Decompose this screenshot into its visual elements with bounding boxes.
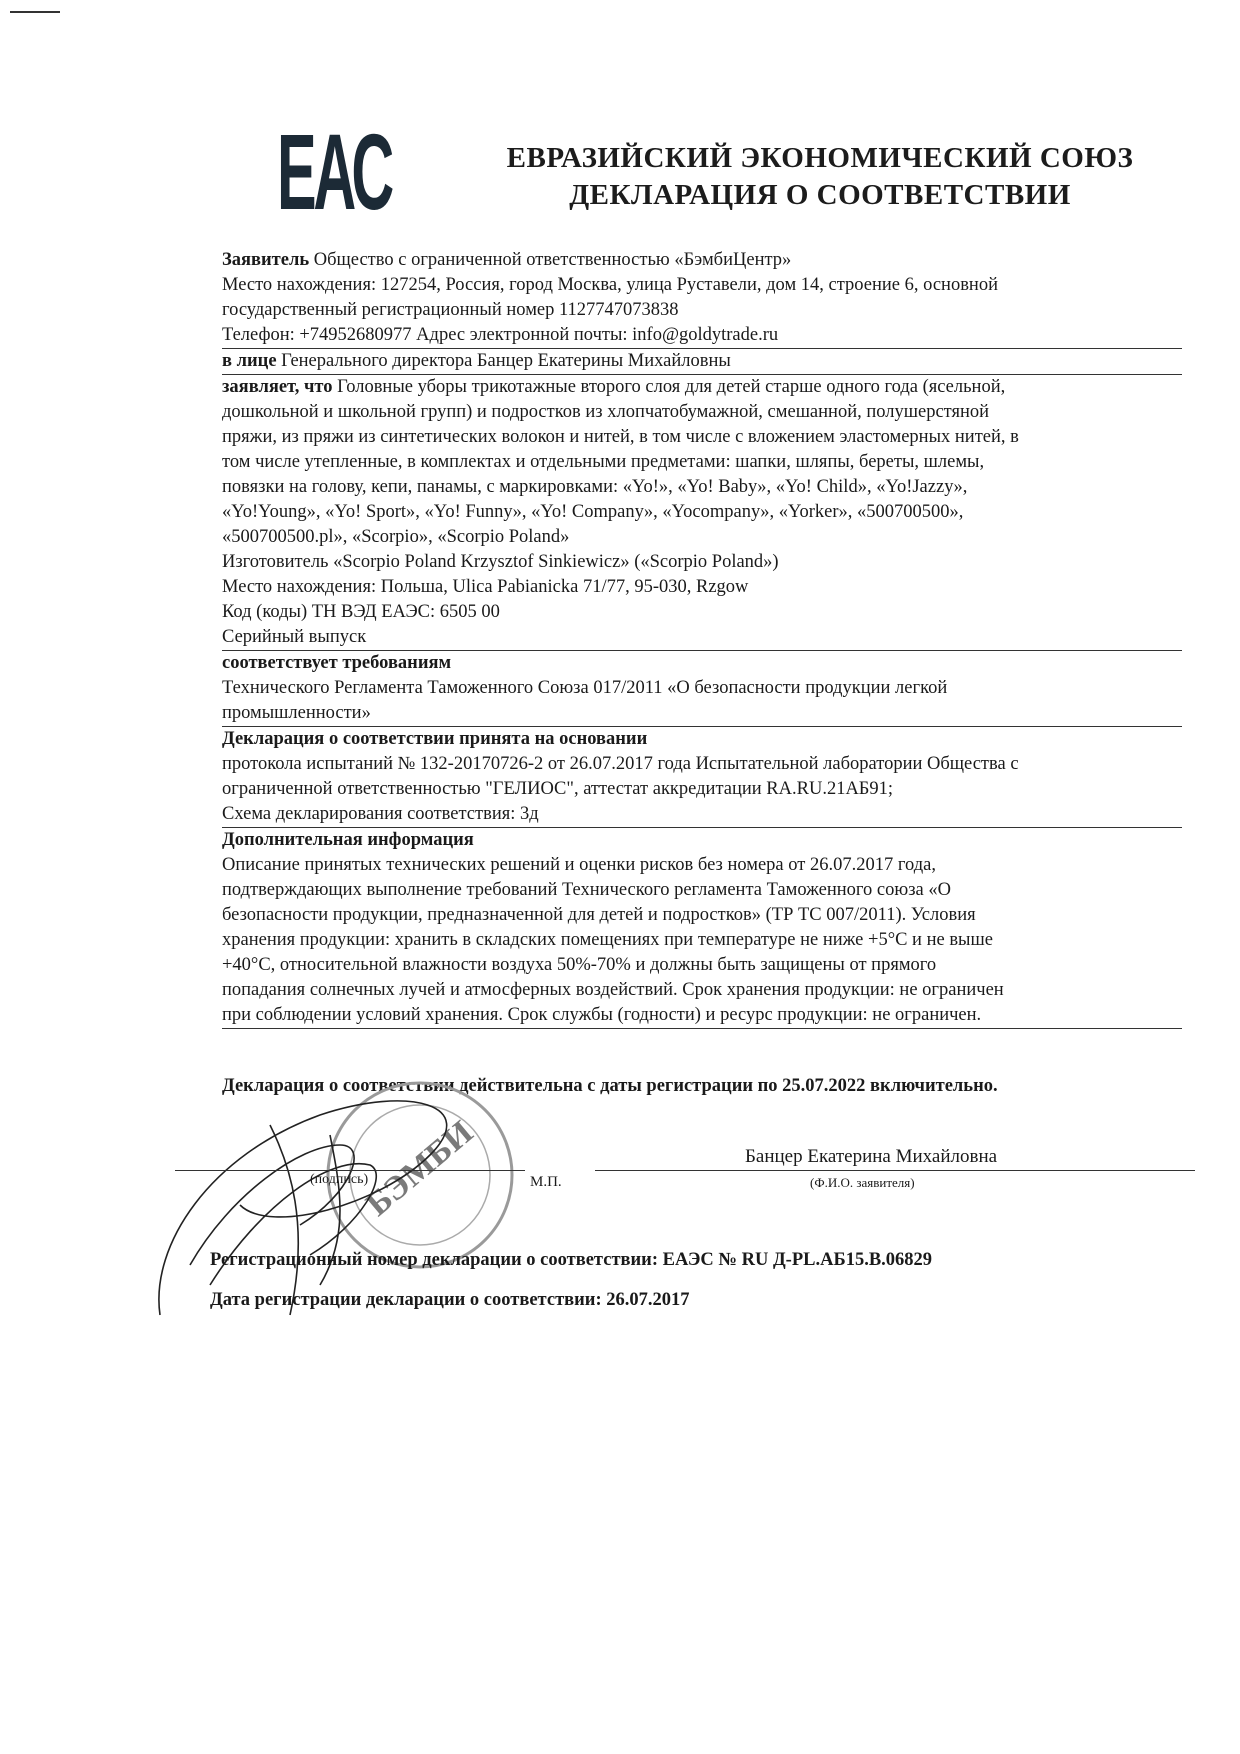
applicant-ogrn: государственный регистрационный номер 1127747073838 — [222, 300, 679, 320]
product-line: повязки на голову, кепи, панамы, с маркировками: «Yo!», «Yo! Baby», «Yo! Child», «Yo!Jazzy», — [222, 477, 968, 497]
requirements-text: промышленности» — [222, 701, 1182, 727]
applicant-line — [222, 248, 1212, 273]
representative-name: Генерального директора Банцер Екатерины Михайловны — [281, 351, 731, 371]
applicant-contacts: Телефон: +74952680977 Адрес электронной почты: info@goldytrade.ru — [222, 323, 1182, 349]
product-text: Головные уборы трикотажные второго слоя для детей старше одного года (ясельной, — [337, 377, 1006, 397]
title-line-1: ЕВРАЗИЙСКИЙ ЭКОНОМИЧЕСКИЙ СОЮЗ — [506, 142, 1134, 174]
production-type: Серийный выпуск — [222, 625, 1182, 651]
basis-heading: Декларация о соответствии принята на основании — [222, 729, 648, 749]
requirements-heading: соответствует требованиям — [222, 653, 452, 673]
name-line — [595, 1170, 1195, 1171]
hs-code: Код (коды) ТН ВЭД ЕАЭС: 6505 00 — [222, 602, 500, 622]
additional-text: подтверждающих выполнение требований Технического регламента Таможенного союза «О — [222, 880, 951, 900]
basis-text: ограниченной ответственностью "ГЕЛИОС", аттестат аккредитации RA.RU.21АБ91; — [222, 779, 894, 799]
product-line — [222, 375, 1212, 400]
applicant-address: Место нахождения: 127254, Россия, город Москва, улица Руставели, дом 14, строение 6, основной — [222, 275, 998, 295]
product-line: «500700500.pl», «Scorpio», «Scorpio Poland» — [222, 527, 570, 547]
applicant-name: Общество с ограниченной ответственностью «БэмбиЦентр» — [313, 250, 792, 270]
product-line: том числе утепленные, в комплектах и отдельными предметами: шапки, шляпы, береты, шлемы, — [222, 452, 985, 472]
product-line: «Yo!Young», «Yo! Sport», «Yo! Funny», «Yo! Company», «Yocompany», «Yorker», «500700500», — [222, 502, 964, 522]
declaration-body — [222, 248, 1212, 1029]
declares-label: заявляет, что — [222, 377, 333, 397]
basis-text: протокола испытаний № 132-20170726-2 от 26.07.2017 года Испытательной лаборатории Общества с — [222, 754, 1019, 774]
declaration-scheme: Схема декларирования соответствия: 3д — [222, 802, 1182, 828]
additional-text: попадания солнечных лучей и атмосферных воздействий. Срок хранения продукции: не ограничен — [222, 980, 1004, 1000]
signer-name: Банцер Екатерина Михайловна — [745, 1146, 998, 1167]
seal-label: М.П. — [530, 1174, 562, 1190]
additional-heading: Дополнительная информация — [222, 830, 474, 850]
requirements-text: Технического Регламента Таможенного Союза 017/2011 «О безопасности продукции легкой — [222, 678, 948, 698]
representative-line — [222, 349, 1182, 375]
validity-statement: Декларация о соответствии действительна с даты регистрации по 25.07.2022 включительно. — [222, 1076, 998, 1096]
signer-caption: (Ф.И.О. заявителя) — [810, 1175, 915, 1190]
product-line: пряжи, из пряжи из синтетических волокон и нитей, в том числе с вложением эластомерных нитей, в — [222, 427, 1019, 447]
registration-number: Регистрационный номер декларации о соответствии: ЕАЭС № RU Д-PL.АБ15.В.06829 — [210, 1250, 933, 1270]
title-line-2: ДЕКЛАРАЦИЯ О СООТВЕТСТВИИ — [569, 179, 1071, 211]
registration-date: Дата регистрации декларации о соответствии: 26.07.2017 — [210, 1290, 690, 1310]
additional-text: при соблюдении условий хранения. Срок службы (годности) и ресурс продукции: не ограничен. — [222, 1003, 1182, 1029]
signature-line — [175, 1170, 525, 1171]
applicant-label: Заявитель — [222, 250, 310, 270]
manufacturer: Изготовитель «Scorpio Poland Krzysztof Sinkiewicz» («Scorpio Poland») — [222, 552, 779, 572]
document-title — [420, 140, 1220, 214]
additional-text: +40°С, относительной влажности воздуха 50%-70% и должны быть защищены от прямого — [222, 955, 937, 975]
eac-logo: ЕАС — [277, 111, 392, 232]
additional-text: безопасности продукции, предназначенной для детей и подростков» (ТР ТС 007/2011). Условия — [222, 905, 976, 925]
product-line: дошкольной и школьной групп) и подростков из хлопчатобумажной, смешанной, полушерстяной — [222, 402, 990, 422]
manufacturer-address: Место нахождения: Польша, Ulica Pabianicka 71/77, 95-030, Rzgow — [222, 577, 749, 597]
stamp-text: БЭМБИ — [359, 1113, 481, 1224]
scan-mark — [10, 11, 60, 13]
additional-text: Описание принятых технических решений и оценки рисков без номера от 26.07.2017 года, — [222, 855, 936, 875]
representative-label: в лице — [222, 351, 277, 371]
additional-text: хранения продукции: хранить в складских помещениях при температуре не ниже +5°С и не выше — [222, 930, 993, 950]
signature-caption: (подпись) — [310, 1172, 369, 1187]
handwritten-signature — [150, 1085, 500, 1325]
